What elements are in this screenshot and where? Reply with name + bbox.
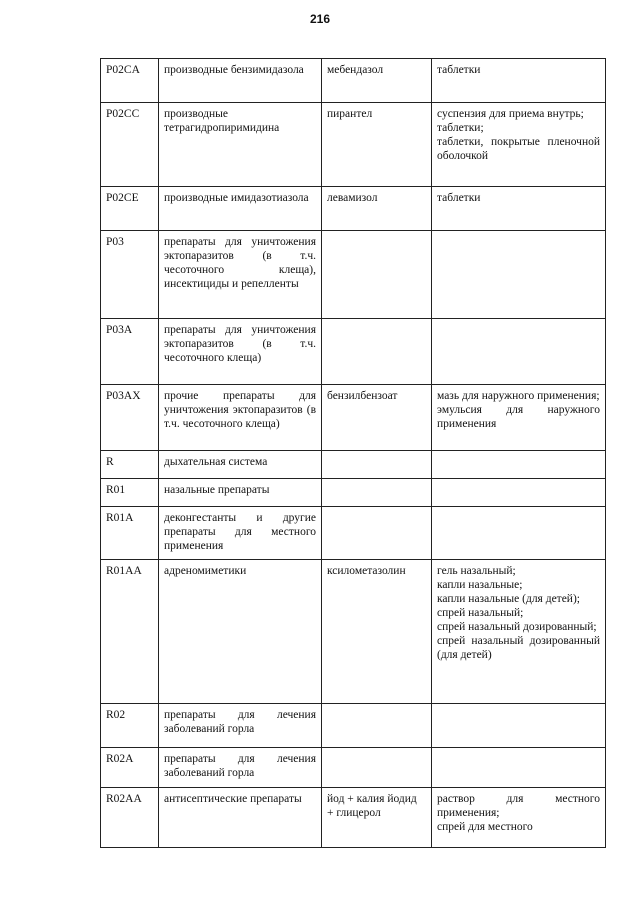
table-row [101, 704, 606, 748]
dosage-form-cell [432, 59, 606, 103]
dosage-form-item: таблетки, покрытые пленочной оболочкой [437, 136, 600, 162]
dosage-form-item: капли назальные (для детей); [437, 593, 580, 605]
drug-name-cell [322, 451, 432, 479]
dosage-form-cell [432, 451, 606, 479]
atc-code-cell: R02AA [101, 788, 159, 848]
dosage-form-item: капли назальные; [437, 579, 523, 591]
dosage-form-item: спрей назальный дозированный; [437, 621, 597, 633]
drug-name-cell [322, 704, 432, 748]
group-cell: производные имидазотиазола [159, 187, 322, 231]
drug-name-cell: пирантел [322, 103, 432, 187]
atc-code-cell: P03A [101, 319, 159, 385]
atc-code-cell: R [101, 451, 159, 479]
group-cell: препараты для лечения заболеваний горла [159, 704, 322, 748]
drug-name-cell: йод + калия йодид + глицерол [322, 788, 432, 848]
dosage-form-cell [432, 187, 606, 231]
group-cell: препараты для уничтожения эктопаразитов (в т.ч. чесоточного клеща) [159, 319, 322, 385]
dosage-form-item: эмульсия для наружного применения [437, 404, 600, 430]
group-cell: адреномиметики [159, 560, 322, 704]
atc-code-cell: P03AX [101, 385, 159, 451]
atc-code-cell: P03 [101, 231, 159, 319]
atc-code-cell: P02CA [101, 59, 159, 103]
group-cell: антисептические препараты [159, 788, 322, 848]
dosage-form-cell [432, 479, 606, 507]
table-row [101, 748, 606, 788]
table-row [101, 479, 606, 507]
dosage-form-cell [432, 231, 606, 319]
table-row [101, 507, 606, 560]
group-cell: производные бензимидазола [159, 59, 322, 103]
dosage-form-cell [432, 788, 606, 848]
group-cell: производные тетрагидропиримидина [159, 103, 322, 187]
dosage-form-item: гель назальный; [437, 565, 516, 577]
drug-name-cell: бензилбензоат [322, 385, 432, 451]
dosage-form-item: спрей назальный дозированный (для детей) [437, 635, 600, 661]
table-row [101, 319, 606, 385]
table-row [101, 103, 606, 187]
drug-name-cell [322, 231, 432, 319]
group-cell: назальные препараты [159, 479, 322, 507]
table-body [101, 59, 606, 848]
dosage-form-cell [432, 385, 606, 451]
dosage-form-cell [432, 319, 606, 385]
drug-name-cell: левамизол [322, 187, 432, 231]
atc-code-cell: R02A [101, 748, 159, 788]
table-row [101, 385, 606, 451]
atc-code-cell: R01AA [101, 560, 159, 704]
atc-code-cell: R02 [101, 704, 159, 748]
atc-code-cell: P02CE [101, 187, 159, 231]
drug-table [100, 58, 606, 848]
dosage-form-item: таблетки; [437, 122, 484, 134]
atc-code-cell: R01A [101, 507, 159, 560]
dosage-form-item: суспензия для приема внутрь; [437, 108, 584, 120]
drug-name-cell [322, 748, 432, 788]
table-row [101, 451, 606, 479]
group-cell: дыхательная система [159, 451, 322, 479]
dosage-form-cell [432, 748, 606, 788]
dosage-form-cell [432, 103, 606, 187]
drug-name-cell [322, 479, 432, 507]
page-number: 216 [309, 12, 331, 26]
group-cell: деконгестанты и другие препараты для местного применения [159, 507, 322, 560]
atc-code-cell: R01 [101, 479, 159, 507]
drug-name-cell: ксилометазолин [322, 560, 432, 704]
dosage-form-item: мазь для наружного применения; [437, 390, 600, 402]
table-row [101, 231, 606, 319]
group-cell: прочие препараты для уничтожения эктопаразитов (в т.ч. чесоточного клеща) [159, 385, 322, 451]
dosage-form-cell [432, 507, 606, 560]
table-row [101, 59, 606, 103]
table-row [101, 560, 606, 704]
group-cell: препараты для уничтожения эктопаразитов (в т.ч. чесоточного клеща), инсектициды и репелленты [159, 231, 322, 319]
table-row [101, 187, 606, 231]
dosage-form-item: таблетки [437, 192, 481, 204]
dosage-form-cell [432, 704, 606, 748]
dosage-form-item: спрей назальный; [437, 607, 524, 619]
drug-name-cell [322, 319, 432, 385]
dosage-form-cell [432, 560, 606, 704]
group-cell: препараты для лечения заболеваний горла [159, 748, 322, 788]
dosage-form-item: раствор для местного применения; [437, 793, 600, 819]
table-row [101, 788, 606, 848]
dosage-form-item: спрей для местного [437, 821, 533, 833]
dosage-form-item: таблетки [437, 64, 481, 76]
atc-code-cell: P02CC [101, 103, 159, 187]
drug-name-cell: мебендазол [322, 59, 432, 103]
drug-name-cell [322, 507, 432, 560]
